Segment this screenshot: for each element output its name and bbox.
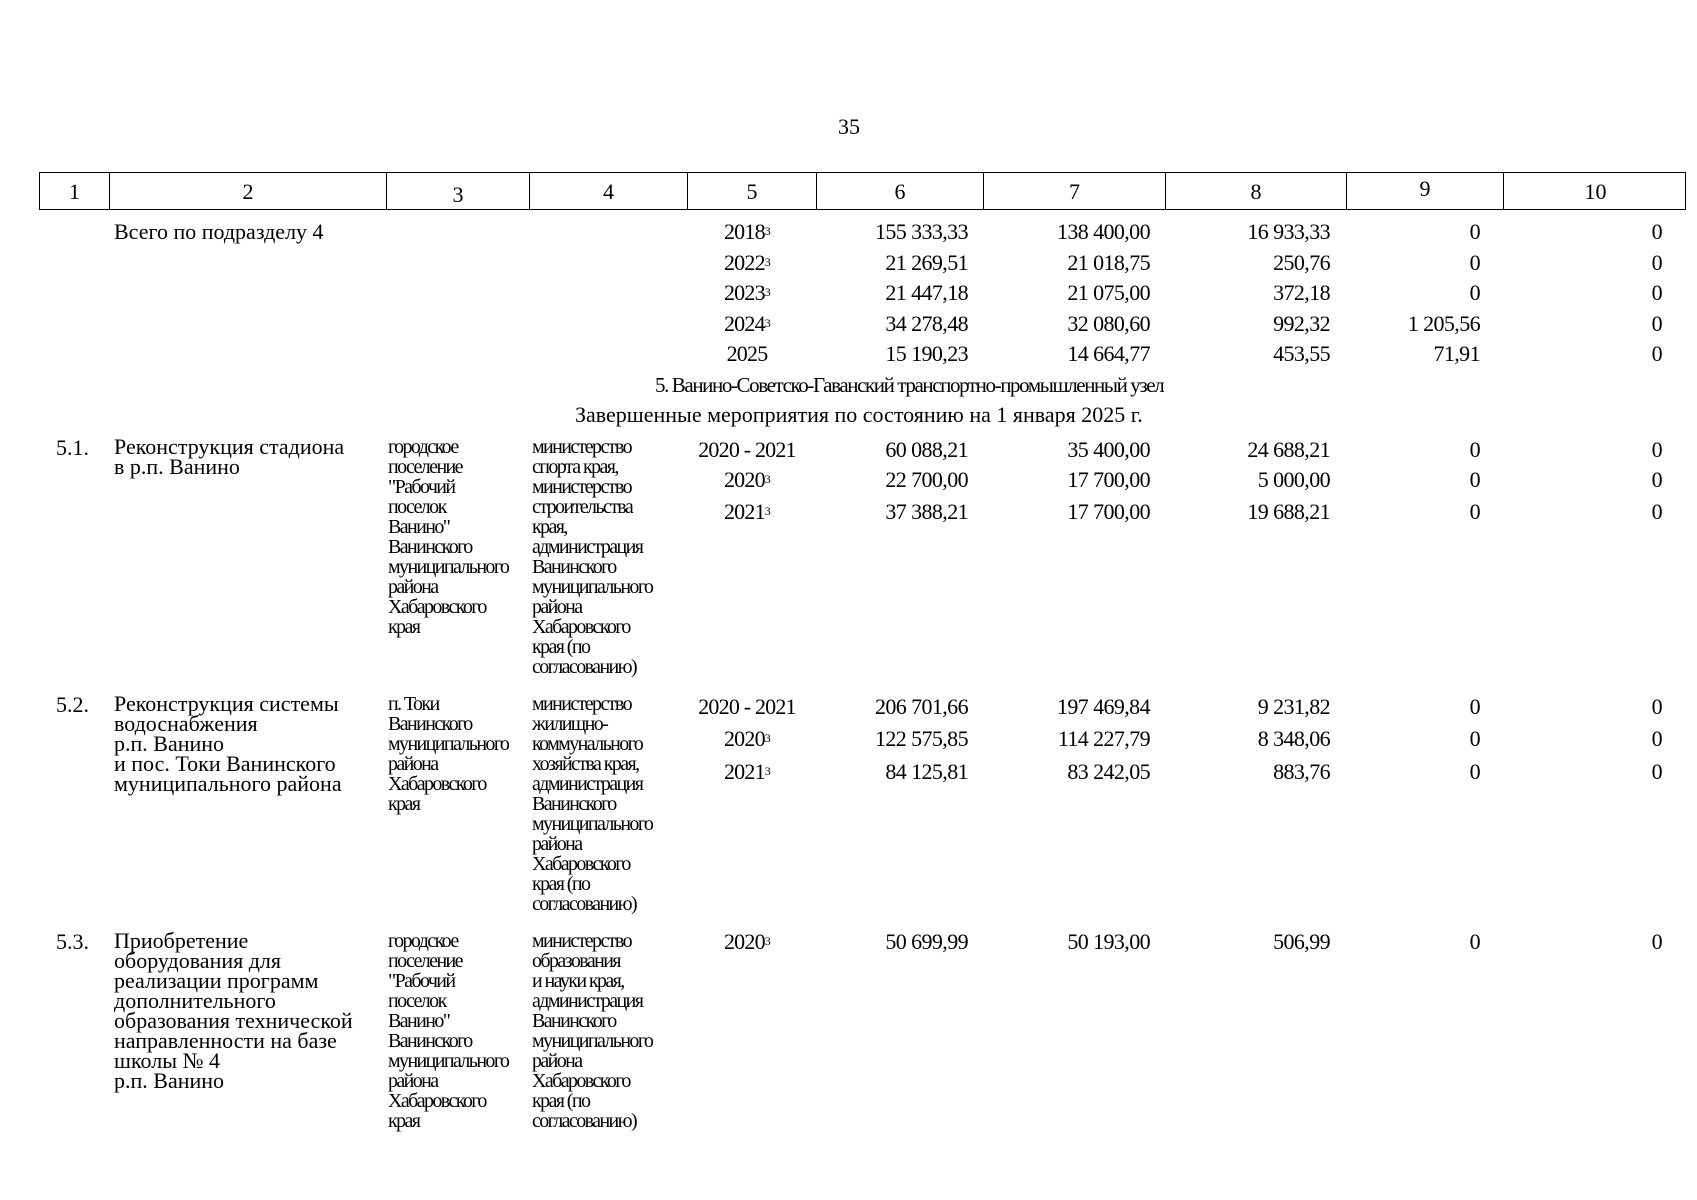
responsible-line: министерство: [532, 930, 631, 952]
item-name-line: водоснабжения: [114, 711, 258, 736]
item-3-row-1-c10: 0: [1651, 929, 1662, 954]
item-2-row-1-year: 2020 - 2021: [698, 694, 796, 719]
responsible-line: края (по: [532, 1090, 590, 1112]
responsible-line: администрация: [532, 773, 643, 795]
subtotal-row-5-year: 2025: [726, 341, 768, 366]
item-name-line: направленности на базе: [114, 1028, 337, 1053]
responsible-line: района: [532, 833, 582, 855]
responsible-line: образования: [532, 950, 620, 972]
item-1-row-3-year: 2021$^3$: [723, 499, 770, 524]
item-2-row-1-c6: 206 701,66: [874, 694, 968, 719]
page-number: 35: [838, 114, 860, 139]
subtotal-row-1-c9: 0: [1469, 219, 1480, 244]
item-2-row-3-c7: 83 242,05: [1067, 759, 1150, 784]
section-subtitle: Завершенные мероприятия по состоянию на 1 января 2025 г.: [575, 402, 1143, 427]
item-1-row-2-c9: 0: [1469, 467, 1480, 492]
subtotal-row-1-c10: 0: [1651, 219, 1662, 244]
item-1-row-2-c10: 0: [1651, 467, 1662, 492]
municipality-line: Ванинского: [388, 1030, 472, 1052]
subtotal-row-2-c9: 0: [1469, 249, 1480, 275]
subtotal-row-5-c10: 0: [1651, 341, 1662, 366]
responsible-line: района: [532, 1050, 582, 1072]
item-1-row-1-c10: 0: [1651, 437, 1662, 462]
header-col-4: 4: [529, 173, 687, 209]
responsible-line: муниципального: [532, 1030, 653, 1052]
responsible-line: Хабаровского: [532, 853, 630, 875]
subtotal-row-4-c9: 1 205,56: [1407, 310, 1480, 336]
municipality-line: "Рабочий: [388, 476, 455, 498]
item-name-line: дополнительного: [114, 988, 276, 1013]
responsible-line: Ванинского: [532, 556, 616, 578]
municipality-line: Ванинского: [388, 713, 472, 735]
municipality-line: Хабаровского: [388, 596, 486, 618]
municipality-line: Ванино": [388, 1010, 450, 1032]
item-name-line: школы № 4: [114, 1048, 220, 1073]
header-col-8: 8: [1165, 173, 1346, 209]
responsible-line: администрация: [532, 536, 643, 558]
responsible-line: министерство: [532, 693, 631, 715]
municipality-line: Хабаровского: [388, 1090, 486, 1112]
item-name: [114, 691, 342, 796]
subtotal-row-3-c8: 372,18: [1273, 280, 1330, 305]
responsible-line: края (по: [532, 873, 590, 895]
responsible-line: согласованию): [532, 656, 637, 678]
item-2-row-3-c9: 0: [1469, 759, 1480, 784]
subtotal-row-5-c9: 71,91: [1433, 341, 1480, 366]
subtotal-row-4-c7: 32 080,60: [1067, 310, 1150, 336]
header-col-7: 7: [983, 173, 1165, 209]
responsible-line: министерство: [532, 436, 631, 458]
subtotal-row-3-year: 2023$^3$: [723, 280, 770, 305]
header-col-2: 2: [109, 173, 386, 209]
municipality-line: городское: [388, 930, 458, 952]
subtotal-row-1-c8: 16 933,33: [1247, 219, 1330, 244]
item-name: [114, 928, 353, 1093]
item-3-row-1-c6: 50 699,99: [885, 929, 968, 954]
item-2-row-2-c9: 0: [1469, 726, 1480, 751]
item-1-row-2-year: 2020$^3$: [723, 467, 770, 492]
municipality-line: муниципального: [388, 1050, 509, 1072]
municipality-line: Хабаровского: [388, 773, 486, 795]
responsible-line: Хабаровского: [532, 1070, 630, 1092]
item-name: [114, 434, 345, 479]
subtotal-row-2-c7: 21 018,75: [1067, 249, 1150, 275]
subtotal-row-3-c6: 21 447,18: [885, 280, 968, 305]
item-2-row-3-c6: 84 125,81: [885, 759, 968, 784]
header-col-3: 3: [386, 173, 529, 209]
item-name-line: в р.п. Ванино: [114, 454, 240, 479]
item-1-row-3-c10: 0: [1651, 499, 1662, 524]
item-1-row-2-c6: 22 700,00: [885, 467, 968, 492]
subtotal-row-4-c6: 34 278,48: [885, 310, 968, 336]
subtotal-row-1-year: 2018$^3$: [723, 219, 770, 244]
subtotal-row-4-year: 2024$^3$: [723, 310, 770, 336]
header-col-10: 10: [1503, 173, 1687, 209]
responsible-line: спорта края,: [532, 456, 618, 478]
subtotal-row-2-c8: 250,76: [1273, 249, 1330, 275]
responsible-line: администрация: [532, 990, 643, 1012]
subtotal-label: Всего по подразделу 4: [114, 219, 324, 244]
item-name-line: Реконструкция системы: [114, 691, 339, 716]
item-name-line: оборудования для: [114, 948, 282, 973]
item-3-row-1-year: 2020$^3$: [723, 929, 770, 954]
municipality-line: муниципального: [388, 733, 509, 755]
subtotal-row-2-c10: 0: [1651, 249, 1662, 275]
subtotal-row-5-c8: 453,55: [1273, 341, 1330, 366]
item-municipality: [388, 931, 508, 1131]
item-3-row-1-c7: 50 193,00: [1067, 929, 1150, 954]
item-number: 5.1.: [56, 435, 89, 460]
subtotal-row-3-c10: 0: [1651, 280, 1662, 305]
item-2-row-2-c10: 0: [1651, 726, 1662, 751]
item-1-row-1-c6: 60 088,21: [885, 437, 968, 462]
header-col-6: 6: [816, 173, 983, 209]
subtotal-row-2-c6: 21 269,51: [885, 249, 968, 275]
municipality-line: муниципального: [388, 556, 509, 578]
item-2-row-2-year: 2020$^3$: [723, 726, 770, 751]
item-2-row-1-c9: 0: [1469, 694, 1480, 719]
subtotal-row-5-c6: 15 190,23: [885, 341, 968, 366]
municipality-line: района: [388, 753, 438, 775]
item-1-row-2-c7: 17 700,00: [1067, 467, 1150, 492]
municipality-line: поселение: [388, 950, 462, 972]
item-2-row-2-c7: 114 227,79: [1057, 726, 1150, 751]
item-name-line: и пос. Токи Ванинского: [114, 751, 336, 776]
item-responsible: [532, 694, 652, 914]
subtotal-row-4-c10: 0: [1651, 310, 1662, 336]
item-responsible: [532, 437, 652, 677]
responsible-line: муниципального: [532, 576, 653, 598]
item-1-row-3-c8: 19 688,21: [1247, 499, 1330, 524]
item-2-row-2-c8: 8 348,06: [1257, 726, 1330, 751]
municipality-line: края: [388, 793, 420, 815]
responsible-line: коммунального: [532, 733, 643, 755]
responsible-line: министерство: [532, 476, 631, 498]
responsible-line: и науки края,: [532, 970, 624, 992]
subtotal-row-1-c7: 138 400,00: [1056, 219, 1150, 244]
responsible-line: жилищно-: [532, 713, 608, 735]
municipality-line: края: [388, 616, 420, 638]
item-name-line: Реконструкция стадиона: [114, 434, 345, 459]
subtotal-row-3-c9: 0: [1469, 280, 1480, 305]
responsible-line: согласованию): [532, 1110, 637, 1132]
municipality-line: п. Токи: [388, 693, 439, 715]
item-2-row-1-c10: 0: [1651, 694, 1662, 719]
item-name-line: р.п. Ванино: [114, 731, 225, 756]
responsible-line: края,: [532, 516, 567, 538]
municipality-line: "Рабочий: [388, 970, 455, 992]
item-name-line: образования технической: [114, 1008, 353, 1033]
item-municipality: [388, 437, 508, 637]
subtotal-row-3-c7: 21 075,00: [1067, 280, 1150, 305]
header-col-5: 5: [687, 173, 816, 209]
responsible-line: края (по: [532, 636, 590, 658]
municipality-line: городское: [388, 436, 458, 458]
item-2-row-3-c8: 883,76: [1273, 759, 1330, 784]
item-1-row-1-c8: 24 688,21: [1247, 437, 1330, 462]
responsible-line: района: [532, 596, 582, 618]
item-municipality: [388, 694, 508, 814]
responsible-line: согласованию): [532, 893, 637, 915]
item-1-row-1-c9: 0: [1469, 437, 1480, 462]
section-title: 5. Ванино-Советско-Гаванский транспортно-промышленный узел: [655, 373, 1164, 397]
item-name-line: муниципального района: [114, 771, 342, 796]
municipality-line: Ванино": [388, 516, 450, 538]
column-number-header: [39, 172, 1686, 210]
item-1-row-1-year: 2020 - 2021: [698, 437, 796, 462]
responsible-line: Ванинского: [532, 793, 616, 815]
subtotal-row-2-year: 2022$^3$: [723, 249, 770, 275]
municipality-line: края: [388, 1110, 420, 1132]
municipality-line: района: [388, 576, 438, 598]
item-2-row-1-c7: 197 469,84: [1056, 694, 1150, 719]
item-2-row-3-c10: 0: [1651, 759, 1662, 784]
item-number: 5.2.: [56, 692, 89, 717]
item-1-row-2-c8: 5 000,00: [1257, 467, 1330, 492]
municipality-line: поселок: [388, 496, 446, 518]
municipality-line: Ванинского: [388, 536, 472, 558]
item-1-row-1-c7: 35 400,00: [1067, 437, 1150, 462]
header-col-1: 1: [69, 179, 80, 204]
responsible-line: строительства: [532, 496, 633, 518]
responsible-line: муниципального: [532, 813, 653, 835]
item-1-row-3-c7: 17 700,00: [1067, 499, 1150, 524]
item-1-row-3-c6: 37 388,21: [885, 499, 968, 524]
item-name-line: Приобретение: [114, 928, 249, 953]
municipality-line: района: [388, 1070, 438, 1092]
header-col-9: 9: [1346, 173, 1503, 209]
item-number: 5.3.: [56, 929, 89, 954]
item-name-line: реализации программ: [114, 968, 319, 993]
item-1-row-3-c9: 0: [1469, 499, 1480, 524]
municipality-line: поселок: [388, 990, 446, 1012]
responsible-line: Ванинского: [532, 1010, 616, 1032]
subtotal-row-5-c7: 14 664,77: [1067, 341, 1150, 366]
municipality-line: поселение: [388, 456, 462, 478]
item-responsible: [532, 931, 652, 1131]
item-2-row-1-c8: 9 231,82: [1257, 694, 1330, 719]
item-2-row-3-year: 2021$^3$: [723, 759, 770, 784]
item-3-row-1-c9: 0: [1469, 929, 1480, 954]
responsible-line: Хабаровского: [532, 616, 630, 638]
item-3-row-1-c8: 506,99: [1273, 929, 1330, 954]
responsible-line: хозяйства края,: [532, 753, 639, 775]
subtotal-row-1-c6: 155 333,33: [874, 219, 968, 244]
subtotal-row-4-c8: 992,32: [1273, 310, 1330, 336]
item-2-row-2-c6: 122 575,85: [874, 726, 968, 751]
item-name-line: р.п. Ванино: [114, 1068, 225, 1093]
